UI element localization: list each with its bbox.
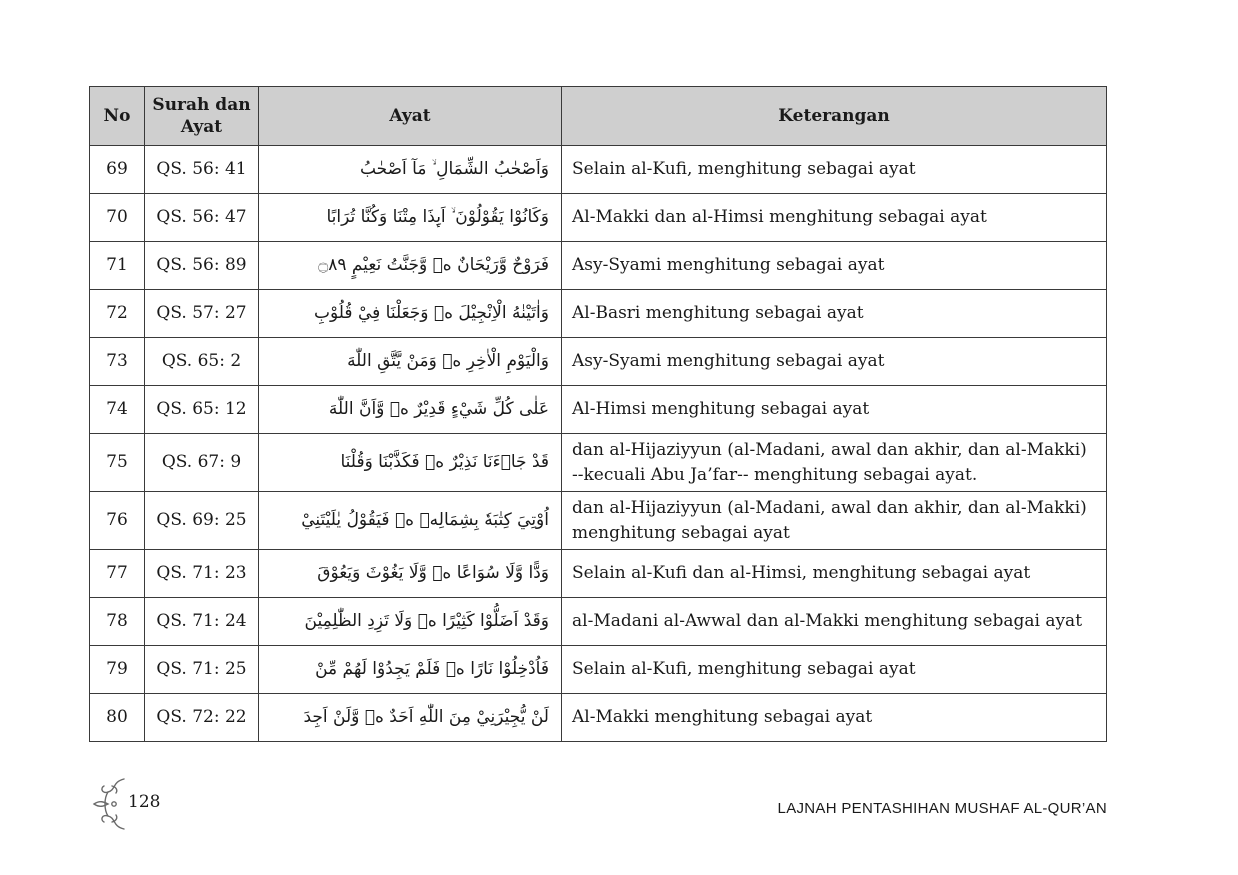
cell-ayat: وَالْيَوْمِ الْاٰخِرِ ەۗ وَمَنْ يَّتَّقِ اللّٰهَ — [259, 338, 562, 386]
keterangan-line: Al-Makki dan al-Himsi menghitung sebagai ayat — [572, 207, 987, 227]
cell-ayat: لَنْ يُّجِيْرَنِيْ مِنَ اللّٰهِ اَحَدٌ ەۙ وَّلَنْ اَجِدَ — [259, 694, 562, 742]
page-number: 128 — [128, 792, 161, 812]
cell-ayat: فَاُدْخِلُوْا نَارًا ەۙ فَلَمْ يَجِدُوْا لَهُمْ مِّنْ — [259, 646, 562, 694]
header-surah-line2: Ayat — [180, 117, 223, 137]
keterangan-line: Selain al-Kufi, menghitung sebagai ayat — [572, 159, 916, 179]
ayat-count-table — [89, 86, 1107, 742]
keterangan-line: menghitung sebagai ayat — [572, 522, 790, 543]
cell-surah: QS. 57: 27 — [145, 290, 259, 338]
cell-keterangan — [562, 386, 1107, 434]
keterangan-line: Asy-Syami menghitung sebagai ayat — [572, 351, 885, 371]
table-row — [90, 242, 1107, 290]
cell-surah: QS. 71: 24 — [145, 598, 259, 646]
cell-ayat: وَكَانُوْا يَقُوْلُوْنَ ۙ اَىِٕذَا مِتْنَا وَكُنَّا تُرَابًا — [259, 194, 562, 242]
cell-ayat: اُوْتِيَ كِتٰبَهٗ بِشِمَالِهٖ ەۙ فَيَقُوْلُ يٰلَيْتَنِيْ — [259, 492, 562, 550]
table-row — [90, 386, 1107, 434]
cell-no: 75 — [90, 434, 145, 492]
table-row — [90, 194, 1107, 242]
table-row — [90, 146, 1107, 194]
keterangan-line: Selain al-Kufi, menghitung sebagai ayat — [572, 659, 916, 679]
keterangan-line: al-Madani al-Awwal dan al-Makki menghitung sebagai ayat — [572, 611, 1083, 631]
keterangan-line: dan al-Hijaziyyun (al-Madani, awal dan akhir, dan al-Makki) — [572, 439, 1087, 460]
cell-no: 76 — [90, 492, 145, 550]
table-row — [90, 434, 1107, 492]
keterangan-line: dan al-Hijaziyyun (al-Madani, awal dan akhir, dan al-Makki) — [572, 497, 1087, 518]
table-row — [90, 694, 1107, 742]
cell-ayat: عَلٰى كُلِّ شَيْءٍ قَدِيْرٌ ەۙ وَّاَنَّ اللّٰهَ — [259, 386, 562, 434]
header-surah-line1: Surah dan — [152, 95, 251, 115]
table-header — [90, 87, 1107, 146]
cell-keterangan — [562, 434, 1107, 492]
cell-keterangan — [562, 194, 1107, 242]
cell-no: 79 — [90, 646, 145, 694]
table-row — [90, 598, 1107, 646]
table-row — [90, 550, 1107, 598]
cell-surah: QS. 56: 47 — [145, 194, 259, 242]
header-ayat: Ayat — [259, 87, 562, 146]
header-no: No — [90, 87, 145, 146]
cell-no: 72 — [90, 290, 145, 338]
cell-keterangan — [562, 146, 1107, 194]
keterangan-line: Al-Basri menghitung sebagai ayat — [572, 303, 864, 323]
cell-surah: QS. 69: 25 — [145, 492, 259, 550]
cell-keterangan — [562, 550, 1107, 598]
cell-surah: QS. 56: 89 — [145, 242, 259, 290]
cell-ayat: وَقَدْ اَضَلُّوْا كَثِيْرًا ەۚ وَلَا تَزِدِ الظّٰلِمِيْنَ — [259, 598, 562, 646]
cell-keterangan — [562, 492, 1107, 550]
cell-surah: QS. 65: 2 — [145, 338, 259, 386]
cell-keterangan — [562, 694, 1107, 742]
cell-surah: QS. 71: 25 — [145, 646, 259, 694]
cell-no: 71 — [90, 242, 145, 290]
running-title: LAJNAH PENTASHIHAN MUSHAF AL-QUR’AN — [777, 800, 1107, 817]
cell-no: 77 — [90, 550, 145, 598]
cell-keterangan — [562, 338, 1107, 386]
cell-keterangan — [562, 646, 1107, 694]
floral-ornament-icon — [90, 776, 130, 832]
table-row — [90, 290, 1107, 338]
table-row — [90, 338, 1107, 386]
keterangan-line: Asy-Syami menghitung sebagai ayat — [572, 255, 885, 275]
cell-surah: QS. 56: 41 — [145, 146, 259, 194]
cell-surah: QS. 72: 22 — [145, 694, 259, 742]
cell-ayat: وَاَصْحٰبُ الشِّمَالِ ۙ مَآ اَصْحٰبُ — [259, 146, 562, 194]
cell-no: 80 — [90, 694, 145, 742]
cell-no: 74 — [90, 386, 145, 434]
cell-surah: QS. 67: 9 — [145, 434, 259, 492]
header-keterangan: Keterangan — [562, 87, 1107, 146]
keterangan-line: Selain al-Kufi dan al-Himsi, menghitung sebagai ayat — [572, 563, 1031, 583]
cell-no: 78 — [90, 598, 145, 646]
cell-keterangan — [562, 598, 1107, 646]
cell-ayat: وَاٰتَيْنٰهُ الْاِنْجِيْلَ ەۙ وَجَعَلْنَا فِيْ قُلُوْبِ — [259, 290, 562, 338]
header-surah — [145, 87, 259, 146]
cell-surah: QS. 65: 12 — [145, 386, 259, 434]
table-row — [90, 492, 1107, 550]
table-body — [90, 146, 1107, 742]
cell-keterangan — [562, 290, 1107, 338]
keterangan-line: --kecuali Abu Ja’far-- menghitung sebagai ayat. — [572, 464, 978, 485]
cell-no: 70 — [90, 194, 145, 242]
keterangan-line: Al-Himsi menghitung sebagai ayat — [572, 399, 870, 419]
cell-surah: QS. 71: 23 — [145, 550, 259, 598]
cell-ayat: وَدًّا وَّلَا سُوَاعًا ەۙ وَّلَا يَغُوْثَ وَيَعُوْقَ — [259, 550, 562, 598]
table-row — [90, 646, 1107, 694]
cell-keterangan — [562, 242, 1107, 290]
cell-ayat: قَدْ جَاۤءَنَا نَذِيْرٌ ەۙ فَكَذَّبْنَا وَقُلْنَا — [259, 434, 562, 492]
cell-no: 73 — [90, 338, 145, 386]
cell-no: 69 — [90, 146, 145, 194]
cell-ayat: فَرَوْحٌ وَّرَيْحَانٌ ەۙ وَّجَنَّتُ نَعِيْمٍ ۝٨٩ — [259, 242, 562, 290]
keterangan-line: Al-Makki menghitung sebagai ayat — [572, 707, 873, 727]
